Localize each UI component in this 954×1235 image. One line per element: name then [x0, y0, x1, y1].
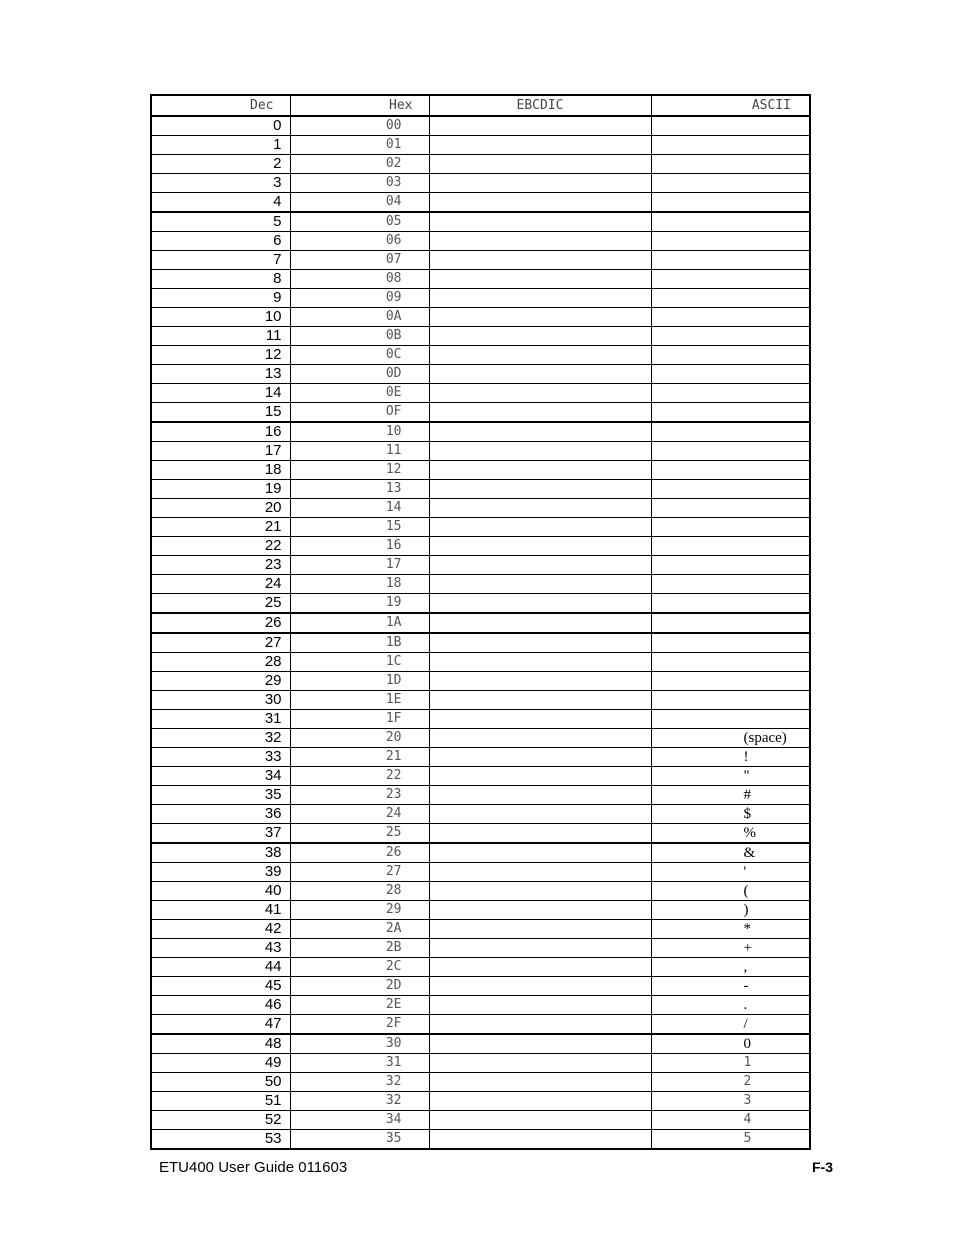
ascii-cell	[651, 518, 810, 537]
dec-cell: 42	[151, 920, 290, 939]
hex-cell: 1F	[290, 710, 429, 729]
ascii-cell	[651, 422, 810, 442]
hex-cell: OF	[290, 403, 429, 423]
header-ebcdic: EBCDIC	[429, 95, 651, 116]
hex-cell: 31	[290, 1054, 429, 1073]
table-row	[151, 843, 810, 863]
ascii-cell: '	[651, 863, 810, 882]
hex-cell: 2E	[290, 996, 429, 1015]
table-row	[151, 384, 810, 403]
ebcdic-cell	[429, 633, 651, 653]
ascii-cell: ,	[651, 958, 810, 977]
dec-cell: 0	[151, 116, 290, 136]
table-row	[151, 710, 810, 729]
ebcdic-cell	[429, 155, 651, 174]
hex-cell: 08	[290, 270, 429, 289]
hex-cell: 30	[290, 1034, 429, 1054]
ascii-cell	[651, 613, 810, 633]
hex-cell: 03	[290, 174, 429, 193]
ascii-cell: /	[651, 1015, 810, 1035]
ebcdic-cell	[429, 346, 651, 365]
ebcdic-cell	[429, 499, 651, 518]
ascii-cell	[651, 537, 810, 556]
ascii-cell	[651, 653, 810, 672]
table-row	[151, 613, 810, 633]
hex-cell: 24	[290, 805, 429, 824]
table-row	[151, 767, 810, 786]
ebcdic-cell	[429, 193, 651, 213]
hex-cell: 2F	[290, 1015, 429, 1035]
hex-cell: 26	[290, 843, 429, 863]
ebcdic-cell	[429, 556, 651, 575]
dec-cell: 38	[151, 843, 290, 863]
hex-cell: 35	[290, 1130, 429, 1150]
ascii-cell	[651, 461, 810, 480]
header-hex: Hex	[290, 95, 429, 116]
ebcdic-cell	[429, 365, 651, 384]
hex-cell: 27	[290, 863, 429, 882]
hex-cell: 29	[290, 901, 429, 920]
table-row	[151, 518, 810, 537]
dec-cell: 30	[151, 691, 290, 710]
ebcdic-cell	[429, 691, 651, 710]
ascii-cell	[651, 556, 810, 575]
dec-cell: 11	[151, 327, 290, 346]
dec-cell: 15	[151, 403, 290, 423]
table-header-row	[151, 95, 810, 116]
table-row	[151, 939, 810, 958]
ascii-cell	[651, 155, 810, 174]
table-row	[151, 575, 810, 594]
character-code-table	[150, 94, 811, 1150]
table-row	[151, 1111, 810, 1130]
dec-cell: 6	[151, 232, 290, 251]
dec-cell: 9	[151, 289, 290, 308]
ebcdic-cell	[429, 653, 651, 672]
ebcdic-cell	[429, 920, 651, 939]
dec-cell: 14	[151, 384, 290, 403]
ebcdic-cell	[429, 901, 651, 920]
ascii-cell	[651, 251, 810, 270]
table-row	[151, 461, 810, 480]
ascii-cell	[651, 442, 810, 461]
ascii-cell	[651, 672, 810, 691]
table-row	[151, 365, 810, 384]
table-row	[151, 1034, 810, 1054]
ascii-cell	[651, 633, 810, 653]
table-row	[151, 480, 810, 499]
table-row	[151, 193, 810, 213]
ascii-cell	[651, 575, 810, 594]
hex-cell: 1B	[290, 633, 429, 653]
ebcdic-cell	[429, 289, 651, 308]
ebcdic-cell	[429, 824, 651, 844]
dec-cell: 32	[151, 729, 290, 748]
ebcdic-cell	[429, 594, 651, 614]
ebcdic-cell	[429, 270, 651, 289]
ebcdic-cell	[429, 518, 651, 537]
table-row	[151, 958, 810, 977]
hex-cell: 0C	[290, 346, 429, 365]
ascii-cell: (space)	[651, 729, 810, 748]
hex-cell: 2C	[290, 958, 429, 977]
hex-cell: 1C	[290, 653, 429, 672]
ebcdic-cell	[429, 232, 651, 251]
dec-cell: 50	[151, 1073, 290, 1092]
ascii-cell	[651, 365, 810, 384]
table-row	[151, 403, 810, 423]
ebcdic-cell	[429, 537, 651, 556]
table-row	[151, 556, 810, 575]
hex-cell: 04	[290, 193, 429, 213]
dec-cell: 31	[151, 710, 290, 729]
hex-cell: 13	[290, 480, 429, 499]
ebcdic-cell	[429, 1054, 651, 1073]
dec-cell: 17	[151, 442, 290, 461]
hex-cell: 23	[290, 786, 429, 805]
hex-cell: 09	[290, 289, 429, 308]
table-row	[151, 232, 810, 251]
ebcdic-cell	[429, 786, 651, 805]
dec-cell: 7	[151, 251, 290, 270]
table-row	[151, 537, 810, 556]
dec-cell: 5	[151, 212, 290, 232]
table-row	[151, 996, 810, 1015]
ebcdic-cell	[429, 1034, 651, 1054]
ascii-cell: 5	[651, 1130, 810, 1150]
ebcdic-cell	[429, 958, 651, 977]
hex-cell: 34	[290, 1111, 429, 1130]
table-row	[151, 270, 810, 289]
dec-cell: 1	[151, 136, 290, 155]
dec-cell: 10	[151, 308, 290, 327]
ebcdic-cell	[429, 863, 651, 882]
hex-cell: 14	[290, 499, 429, 518]
hex-cell: 20	[290, 729, 429, 748]
dec-cell: 41	[151, 901, 290, 920]
ascii-cell	[651, 174, 810, 193]
table-row	[151, 1073, 810, 1092]
dec-cell: 27	[151, 633, 290, 653]
ascii-cell	[651, 212, 810, 232]
dec-cell: 51	[151, 1092, 290, 1111]
dec-cell: 2	[151, 155, 290, 174]
table-row	[151, 116, 810, 136]
ebcdic-cell	[429, 327, 651, 346]
table-row	[151, 824, 810, 844]
ebcdic-cell	[429, 442, 651, 461]
hex-cell: 12	[290, 461, 429, 480]
table-row	[151, 289, 810, 308]
dec-cell: 46	[151, 996, 290, 1015]
hex-cell: 11	[290, 442, 429, 461]
ebcdic-cell	[429, 403, 651, 423]
ebcdic-cell	[429, 1073, 651, 1092]
table-body	[151, 116, 810, 1149]
dec-cell: 22	[151, 537, 290, 556]
ascii-cell: 1	[651, 1054, 810, 1073]
hex-cell: 25	[290, 824, 429, 844]
hex-cell: 05	[290, 212, 429, 232]
ebcdic-cell	[429, 613, 651, 633]
ascii-cell: (	[651, 882, 810, 901]
table-row	[151, 882, 810, 901]
dec-cell: 23	[151, 556, 290, 575]
hex-cell: 2A	[290, 920, 429, 939]
hex-cell: 0D	[290, 365, 429, 384]
ascii-cell	[651, 710, 810, 729]
table-row	[151, 155, 810, 174]
hex-cell: 07	[290, 251, 429, 270]
ascii-cell	[651, 594, 810, 614]
hex-cell: 0E	[290, 384, 429, 403]
hex-cell: 21	[290, 748, 429, 767]
dec-cell: 21	[151, 518, 290, 537]
ebcdic-cell	[429, 672, 651, 691]
dec-cell: 28	[151, 653, 290, 672]
ebcdic-cell	[429, 480, 651, 499]
ascii-cell: "	[651, 767, 810, 786]
ebcdic-cell	[429, 1015, 651, 1035]
hex-cell: 2D	[290, 977, 429, 996]
ascii-cell: )	[651, 901, 810, 920]
hex-cell: 15	[290, 518, 429, 537]
dec-cell: 48	[151, 1034, 290, 1054]
ascii-cell: .	[651, 996, 810, 1015]
ascii-cell	[651, 403, 810, 423]
table-row	[151, 920, 810, 939]
table-row	[151, 901, 810, 920]
ascii-cell	[651, 289, 810, 308]
table-row	[151, 212, 810, 232]
ebcdic-cell	[429, 251, 651, 270]
ascii-cell: *	[651, 920, 810, 939]
ascii-cell: &	[651, 843, 810, 863]
hex-cell: 22	[290, 767, 429, 786]
table-row	[151, 308, 810, 327]
ebcdic-cell	[429, 422, 651, 442]
table-row	[151, 1092, 810, 1111]
table-row	[151, 251, 810, 270]
dec-cell: 24	[151, 575, 290, 594]
ascii-cell: $	[651, 805, 810, 824]
ebcdic-cell	[429, 977, 651, 996]
dec-cell: 8	[151, 270, 290, 289]
hex-cell: 16	[290, 537, 429, 556]
hex-cell: 1D	[290, 672, 429, 691]
hex-cell: 28	[290, 882, 429, 901]
ascii-cell: !	[651, 748, 810, 767]
ebcdic-cell	[429, 748, 651, 767]
dec-cell: 47	[151, 1015, 290, 1035]
ascii-cell	[651, 346, 810, 365]
ascii-cell: 2	[651, 1073, 810, 1092]
dec-cell: 43	[151, 939, 290, 958]
dec-cell: 3	[151, 174, 290, 193]
hex-cell: 18	[290, 575, 429, 594]
table-row	[151, 805, 810, 824]
ebcdic-cell	[429, 939, 651, 958]
header-ascii: ASCII	[651, 95, 810, 116]
ascii-cell: 0	[651, 1034, 810, 1054]
dec-cell: 13	[151, 365, 290, 384]
ebcdic-cell	[429, 116, 651, 136]
dec-cell: 20	[151, 499, 290, 518]
ascii-cell	[651, 116, 810, 136]
dec-cell: 45	[151, 977, 290, 996]
hex-cell: 1A	[290, 613, 429, 633]
dec-cell: 37	[151, 824, 290, 844]
table-row	[151, 1130, 810, 1150]
table-row	[151, 1015, 810, 1035]
ebcdic-cell	[429, 882, 651, 901]
ascii-cell	[651, 232, 810, 251]
hex-cell: 0A	[290, 308, 429, 327]
dec-cell: 18	[151, 461, 290, 480]
ascii-cell	[651, 327, 810, 346]
table-row	[151, 672, 810, 691]
dec-cell: 16	[151, 422, 290, 442]
ascii-cell	[651, 691, 810, 710]
ebcdic-cell	[429, 1130, 651, 1150]
ebcdic-cell	[429, 461, 651, 480]
ebcdic-cell	[429, 212, 651, 232]
hex-cell: 32	[290, 1073, 429, 1092]
ebcdic-cell	[429, 174, 651, 193]
ebcdic-cell	[429, 1111, 651, 1130]
dec-cell: 34	[151, 767, 290, 786]
hex-cell: 00	[290, 116, 429, 136]
ebcdic-cell	[429, 843, 651, 863]
dec-cell: 26	[151, 613, 290, 633]
hex-cell: 17	[290, 556, 429, 575]
ascii-cell: -	[651, 977, 810, 996]
ascii-cell: %	[651, 824, 810, 844]
hex-cell: 2B	[290, 939, 429, 958]
ascii-cell	[651, 308, 810, 327]
ebcdic-cell	[429, 308, 651, 327]
ebcdic-cell	[429, 1092, 651, 1111]
dec-cell: 44	[151, 958, 290, 977]
hex-cell: 32	[290, 1092, 429, 1111]
ascii-cell	[651, 384, 810, 403]
hex-cell: 1E	[290, 691, 429, 710]
table-row	[151, 327, 810, 346]
dec-cell: 29	[151, 672, 290, 691]
table-row	[151, 422, 810, 442]
ebcdic-cell	[429, 384, 651, 403]
table-row	[151, 863, 810, 882]
table-row	[151, 1054, 810, 1073]
ascii-cell	[651, 193, 810, 213]
table-row	[151, 136, 810, 155]
ebcdic-cell	[429, 710, 651, 729]
hex-cell: 0B	[290, 327, 429, 346]
table-row	[151, 691, 810, 710]
hex-cell: 06	[290, 232, 429, 251]
ascii-cell	[651, 499, 810, 518]
table-row	[151, 594, 810, 614]
hex-cell: 01	[290, 136, 429, 155]
table-row	[151, 499, 810, 518]
ebcdic-cell	[429, 996, 651, 1015]
dec-cell: 40	[151, 882, 290, 901]
footer-document-title: ETU400 User Guide 011603	[159, 1159, 348, 1176]
dec-cell: 19	[151, 480, 290, 499]
ascii-cell: 4	[651, 1111, 810, 1130]
footer-page-number: F-3	[812, 1159, 833, 1175]
dec-cell: 49	[151, 1054, 290, 1073]
ascii-cell	[651, 136, 810, 155]
ebcdic-cell	[429, 575, 651, 594]
ascii-cell	[651, 480, 810, 499]
table-row	[151, 174, 810, 193]
ascii-cell: +	[651, 939, 810, 958]
table-row	[151, 748, 810, 767]
dec-cell: 35	[151, 786, 290, 805]
ebcdic-cell	[429, 767, 651, 786]
header-dec: Dec	[151, 95, 290, 116]
table-row	[151, 653, 810, 672]
dec-cell: 33	[151, 748, 290, 767]
table-row	[151, 977, 810, 996]
table-row	[151, 442, 810, 461]
table-row	[151, 346, 810, 365]
ascii-cell: #	[651, 786, 810, 805]
ascii-cell: 3	[651, 1092, 810, 1111]
ebcdic-cell	[429, 136, 651, 155]
dec-cell: 53	[151, 1130, 290, 1150]
hex-cell: 10	[290, 422, 429, 442]
hex-cell: 19	[290, 594, 429, 614]
table-row	[151, 729, 810, 748]
dec-cell: 39	[151, 863, 290, 882]
table-row	[151, 786, 810, 805]
dec-cell: 36	[151, 805, 290, 824]
dec-cell: 4	[151, 193, 290, 213]
ascii-cell	[651, 270, 810, 289]
dec-cell: 25	[151, 594, 290, 614]
dec-cell: 52	[151, 1111, 290, 1130]
dec-cell: 12	[151, 346, 290, 365]
ebcdic-cell	[429, 729, 651, 748]
hex-cell: 02	[290, 155, 429, 174]
table-row	[151, 633, 810, 653]
ebcdic-cell	[429, 805, 651, 824]
